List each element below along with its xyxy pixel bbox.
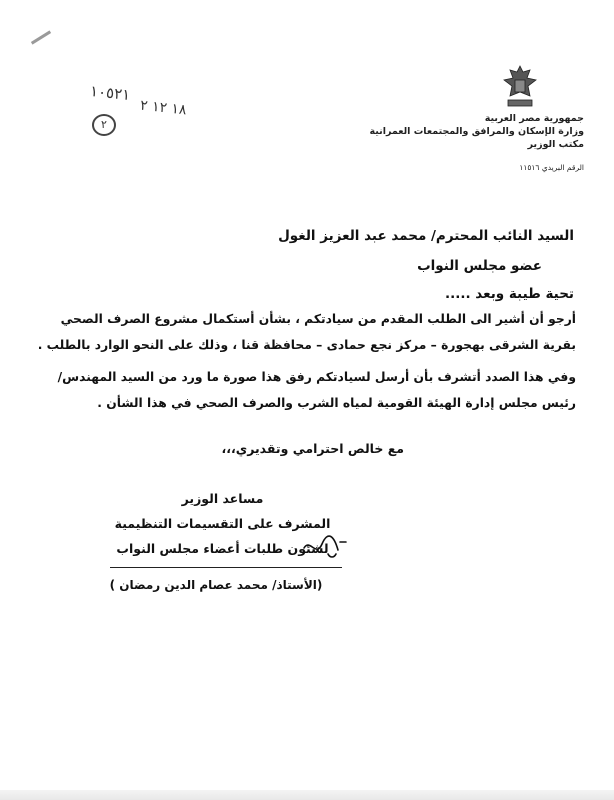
handwritten-date: ١٨ ١٢ ٢ <box>139 97 188 119</box>
recipient-title: عضو مجلس النواب <box>417 258 542 274</box>
body-paragraph-2: وفي هذا الصدد أتشرف بأن أرسل لسيادتكم رفق هذا صورة ما ورد من السيد المهندس/ رئيس مجلس إدارة الهيئة القومية لمياه الشرب والصرف الصحي في هذا الشأن . <box>57 370 576 410</box>
handwritten-circled-number: ٢ <box>92 114 116 136</box>
letterhead <box>344 112 584 174</box>
header-office: مكتب الوزير <box>527 139 584 150</box>
header-ministry: وزارة الإسكان والمرافق والمجتمعات العمرانية <box>369 126 584 137</box>
header-country: جمهورية مصر العربية <box>484 113 584 124</box>
eagle-emblem-icon <box>500 62 540 110</box>
handwritten-ref-number: ١٠٥٢١ <box>89 81 132 105</box>
signature-underline <box>110 567 342 568</box>
scan-mark <box>31 30 51 44</box>
greeting: تحية طيبة وبعد ..... <box>444 286 574 302</box>
handwritten-signature <box>300 528 350 564</box>
header-postal-code: الرقم البريدي ١١٥١٦ <box>519 163 584 172</box>
signatory-name: (الأستاذ/ محمد عصام الدين رمضان ) <box>109 578 323 592</box>
scan-bottom-edge <box>0 790 614 800</box>
signature-role-2: لشئون طلبات أعضاء مجلس النواب <box>116 541 329 556</box>
recipient-name: السيد النائب المحترم/ محمد عبد العزيز الغول <box>278 228 574 244</box>
signature-role-1: المشرف على التقسيمات التنظيمية <box>114 516 331 531</box>
closing-line: مع خالص احترامي وتقديري،،، <box>221 441 404 456</box>
signature-title: مساعد الوزير <box>181 491 264 506</box>
body-paragraph-1: أرجو أن أشير الى الطلب المقدم من سيادتكم ، بشأن أستكمال مشروع الصرف الصحي بقرية الشرقى بهجورة – مركز نجع حمادى – محافظة قنا ، وذلك على النحو الوارد بالطلب . <box>37 312 576 352</box>
